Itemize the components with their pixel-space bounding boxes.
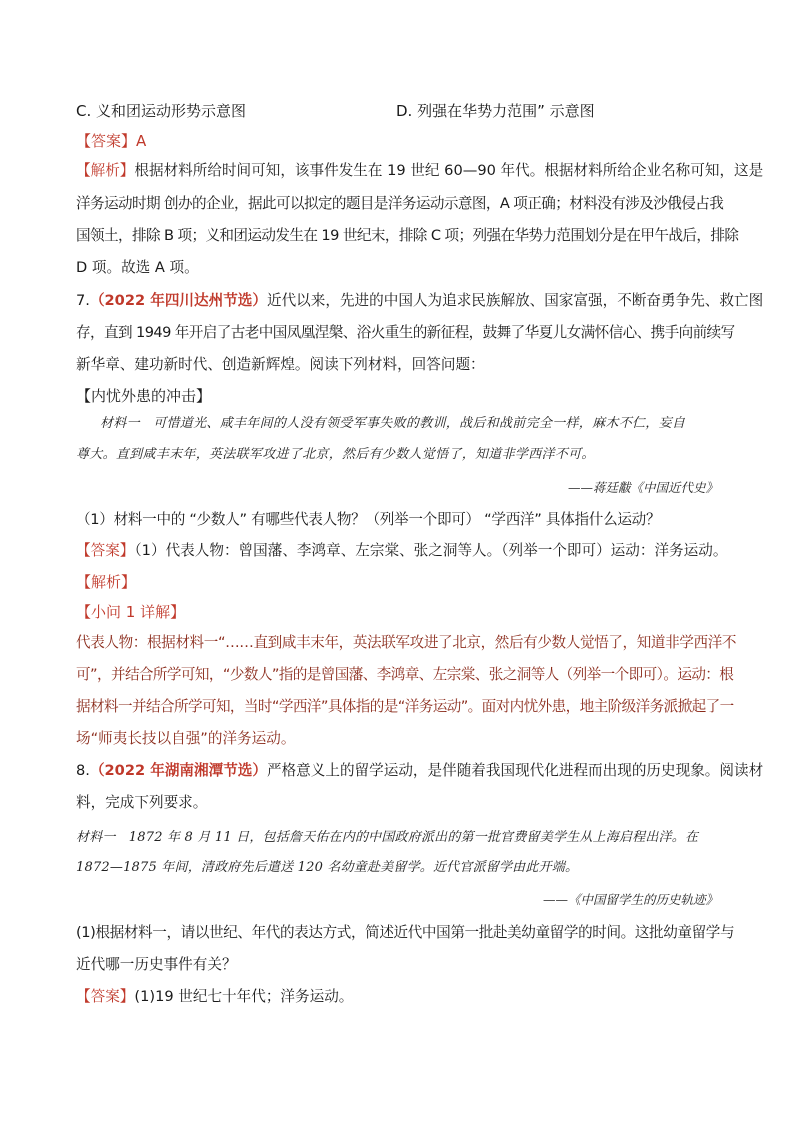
q7-detail-line-2 <box>76 664 734 686</box>
q6-analysis-line-3 <box>76 225 739 247</box>
attribution-text: ——蒋廷黻《中国近代史》 <box>567 480 718 495</box>
question-number: 8. <box>76 762 90 779</box>
q8-question-line-1 <box>76 922 735 944</box>
q7-detail-heading <box>76 601 722 623</box>
analysis-tag: 【解析】 <box>76 162 135 179</box>
analysis-tag: 【解析】 <box>76 573 137 591</box>
detail-text: 可”，并结合所学可知，“少数人”指的是曾国藩、李鸿章、左宗棠、张之洞等人（列举一个即可）。运动：根 <box>76 666 734 683</box>
answer-text: （1）代表人物：曾国藩、李鸿章、左宗棠、张之洞等人。（列举一个即可）运动：洋务运动。 <box>134 542 728 559</box>
question-source: （2022 年四川达州节选） <box>89 292 267 309</box>
answer-tag: 【答案】 <box>76 988 135 1005</box>
analysis-text: 洋务运动时期 创办的企业，据此可以拟定的题目是洋务运动示意图，A 项正确；材料没有涉及沙俄侵占我 <box>76 195 724 212</box>
q7-intro-line-3 <box>76 354 722 376</box>
q7-material-line-1 <box>100 414 685 434</box>
question-source: （2022 年湖南湘潭节选） <box>89 762 267 779</box>
q7-question <box>76 509 722 531</box>
q6-answer <box>76 130 722 152</box>
answer-tag: 【答案】 <box>76 542 135 559</box>
q7-intro-line-2 <box>76 322 735 344</box>
q7-detail-line-4 <box>76 728 722 750</box>
q7-detail-line-3 <box>76 696 734 718</box>
option-d <box>396 100 726 122</box>
attribution-text: ——《中国留学生的历史轨迹》 <box>542 892 718 907</box>
q7-answer <box>76 540 728 562</box>
q8-material-line-1 <box>76 828 698 848</box>
material-text: 材料一 1872 年 8 月 11 日，包括詹天佑在内的中国政府派出的第一批官费留美学生从上海启程出洋。在 <box>76 830 699 845</box>
q8-intro-line-1 <box>76 760 764 782</box>
analysis-text: 根据材料所给时间可知，该事件发生在 19 世纪 60—90 年代。根据材料所给企业名称可知，这是 <box>134 162 764 179</box>
detail-text: 据材料一并结合所学可知，当时“学西洋”具体指的是“洋务运动”。面对内忧外患，地主阶级洋务派掀起了一 <box>76 698 734 715</box>
material-text: 1872—1875 年间，清政府先后遣送 120 名幼童赴美留学。近代官派留学由此开端。 <box>76 860 579 875</box>
q8-question-line-2 <box>76 954 722 976</box>
section-title-text: 【内忧外患的冲击】 <box>76 387 212 405</box>
answer-tag: 【答案】 <box>76 132 137 150</box>
intro-text: 近代以来，先进的中国人为追求民族解放、国家富强，不断奋勇争先、救亡图 <box>266 292 764 309</box>
q7-detail-line-1 <box>76 632 737 654</box>
intro-text: 新华章、建功新时代、创造新辉煌。阅读下列材料，回答问题： <box>76 356 485 373</box>
q8-material-line-2 <box>76 858 578 878</box>
analysis-text: 国领土，排除 B 项；义和团运动发生在 19 世纪末，排除 C 项；列强在华势力范围划分是在甲午战后，排除 <box>76 227 739 244</box>
option-c-text: C. 义和团运动形势示意图 <box>76 102 247 120</box>
option-d-text: D. 列强在华势力范围” 示意图 <box>396 102 595 120</box>
answer-text: (1)19 世纪七十年代；洋务运动。 <box>134 988 354 1005</box>
q8-answer <box>76 986 722 1008</box>
q7-material-line-2 <box>76 445 595 465</box>
q7-material-attribution <box>568 478 718 496</box>
intro-text: 料，完成下列要求。 <box>76 794 208 811</box>
intro-text: 严格意义上的留学运动，是伴随着我国现代化进程而出现的历史现象。阅读材 <box>266 762 764 779</box>
q6-analysis-line-4 <box>76 257 722 279</box>
detail-tag: 【小问 1 详解】 <box>76 603 186 621</box>
intro-text: 存，直到 1949 年开启了古老中国凤凰涅槃、浴火重生的新征程，鼓舞了华夏儿女满怀信心、携手向前续写 <box>76 324 735 341</box>
question-text: 近代哪一历史事件有关？ <box>76 956 237 973</box>
detail-text: 代表人物：根据材料一“……直到咸丰末年，英法联军攻进了北京，然后有少数人觉悟了，知道非学西洋不 <box>76 634 737 651</box>
q7-intro-line-1 <box>76 290 764 312</box>
material-text: 材料一 可惜道光、咸丰年间的人没有领受军事失败的教训，战后和战前完全一样，麻木不仁，妄自 <box>100 416 686 431</box>
q7-analysis <box>76 571 722 593</box>
question-text: （1）材料一中的 “少数人” 有哪些代表人物？（列举一个即可） “学西洋” 具体指什么运动？ <box>76 511 661 528</box>
analysis-text: D 项。故选 A 项。 <box>76 259 199 276</box>
answer-value: A <box>136 132 147 150</box>
question-number: 7. <box>76 292 90 309</box>
q8-intro-line-2 <box>76 792 722 814</box>
material-text: 尊大。直到咸丰末年，英法联军攻进了北京，然后有少数人觉悟了，知道非学西洋不可。 <box>76 447 595 462</box>
section-title <box>76 385 722 407</box>
q6-analysis-line-1 <box>76 160 764 182</box>
q6-analysis-line-2 <box>76 193 722 215</box>
detail-text: 场“师夷长技以自强”的洋务运动。 <box>76 730 296 747</box>
question-text: (1)根据材料一，请以世纪、年代的表达方式，简述近代中国第一批赴美幼童留学的时间。这批幼童留学与 <box>76 924 735 941</box>
q8-material-attribution <box>543 890 718 908</box>
